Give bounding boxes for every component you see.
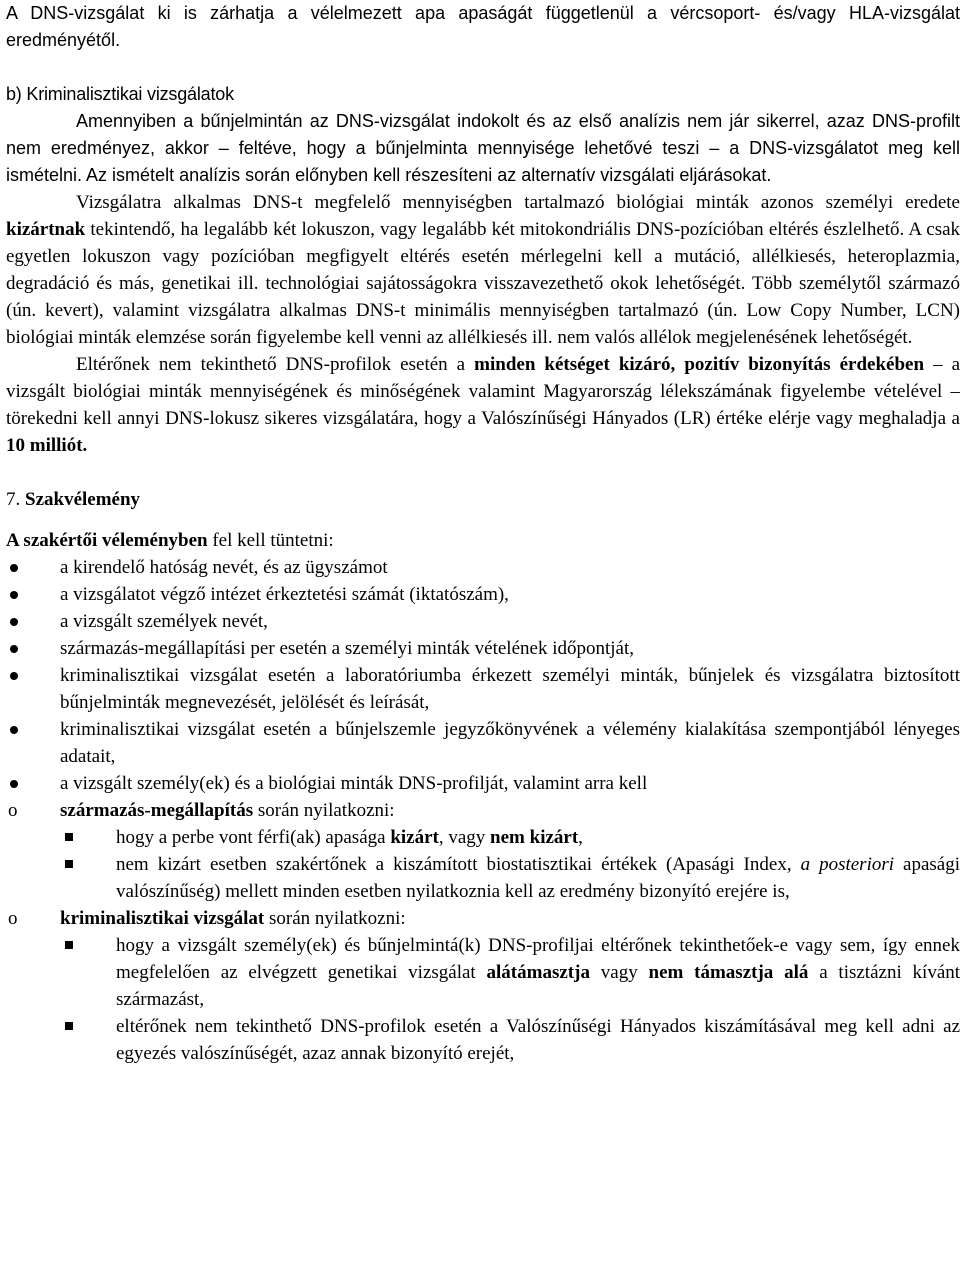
opinion-intro-rest: fel kell tüntetni: — [212, 530, 334, 551]
italic-text: a posteriori — [800, 854, 895, 875]
text: eltérőnek nem tekinthető DNS-profilok esetén a Valószínűségi Hányados kiszámításával meg kell adni az egyezés valószínűségét, azaz annak bizonyító erejét, — [116, 1016, 960, 1064]
square-bullet-icon — [65, 860, 73, 868]
bullet-dot-icon — [10, 618, 18, 626]
sublist-item-bold: kriminalisztikai vizsgálat — [60, 908, 265, 929]
document-page — [6, 0, 960, 1067]
sub-sublist-item — [60, 824, 960, 851]
list-item — [6, 554, 960, 581]
spacer — [6, 459, 960, 486]
text: vagy — [600, 962, 638, 983]
list-item-text: a vizsgálatot végző intézet érkeztetési számát (iktatószám), — [60, 584, 509, 605]
paragraph-repeat-analysis-text: Amennyiben a bűnjelmintán az DNS-vizsgálat indokolt és az első analízis nem jár sikerrel, azaz DNS-profilt nem eredményez, akkor – feltéve, hogy a bűnjelminta mennyisége lehetővé teszi – a DNS-vizsgálatot meg kell ismételni. — [6, 111, 960, 185]
bullet-dot-icon — [10, 591, 18, 599]
sub-sublist — [60, 932, 960, 1067]
list-item-text: kriminalisztikai vizsgálat esetén a bűnjelszemle jegyzőkönyvének a vélemény kialakítása szempontjából lényeges adatait, — [60, 719, 960, 767]
bold-text: alátámasztja — [486, 962, 590, 983]
text: nem kizárt esetben szakértőnek a kiszámított biostatisztikai értékek (Apasági Index, — [116, 854, 792, 875]
list-item — [6, 662, 960, 716]
section-7-number: 7. — [6, 489, 21, 510]
paragraph-dns-exclusion: A DNS-vizsgálat ki is zárhatja a vélelmezett apa apaságát függetlenül a vércsoport- és/vagy HLA-vizsgálat eredményétől. — [6, 3, 960, 50]
bullet-dot-icon — [10, 672, 18, 680]
proof-text-c: – a vizsgált biológiai minták mennyiségének és minőségének valamint Magyarország lélekszámának figyelembe vételével – törekedni kell annyi DNS-lokusz sikeres vizsgálatára, hogy a Valószínűségi Hányados (LR) értéke elérje vagy meghaladja a — [6, 354, 960, 429]
sub-sublist — [60, 824, 960, 905]
paragraph-repeat-analysis — [6, 108, 960, 189]
list-item — [6, 581, 960, 608]
sub-sublist-item — [60, 851, 960, 905]
text: hogy a perbe vont férfi(ak) apasága — [116, 827, 386, 848]
paragraph-alternative-methods-text: Az ismételt analízis során előnyben kell részesíteni az alternatív vizsgálati eljárásokat. — [86, 165, 772, 185]
proof-threshold: 10 milliót. — [6, 435, 88, 456]
proof-bold-phrase: minden kétséget kizáró, pozitív bizonyítás érdekében — [474, 354, 925, 375]
text: , vagy — [438, 827, 486, 848]
circle-bullet-icon: o — [8, 800, 18, 821]
list-item — [6, 608, 960, 635]
bullet-dot-icon — [10, 780, 18, 788]
proof-text-a: Eltérőnek nem tekinthető DNS-profilok esetén a — [76, 354, 466, 375]
sub-sublist-item — [60, 1013, 960, 1067]
spacer — [6, 54, 960, 81]
circle-bullet-icon: o — [8, 908, 18, 929]
list-item-text: a vizsgált személy(ek) és a biológiai minták DNS-profilját, valamint arra kell — [60, 773, 648, 794]
square-bullet-icon — [65, 833, 73, 841]
exclusion-text-d: A csak egyetlen lokuszon vagy pozícióban megfigyelt eltérés esetén mérlegelni kell a mutáció, allélkiesés, heteroplazmia, degradáció és más, genetikai ill. technológiai sajátosságokra visszavezethető okok lehetőségét. Több személytől származó (ún. kevert), valamint vizsgálatra alkalmas DNS-t minimális mennyiségben tartalmazó (ún. Low Copy Number, LCN) biológiai minták elemzése során figyelembe kell venni az allélkiesés ill. nem valós allélok megjelenésének lehetőségét. — [6, 219, 960, 348]
text: hogy a vizsgált személy(ek) és bűnjelmintá(k) DNS-profiljai eltérőnek tekinthetőek-e vagy sem, így ennek megfelelően az elvégzett genetikai vizsgálat — [116, 935, 960, 983]
bold-text: kizárt — [390, 827, 439, 848]
opinion-contents-list — [6, 554, 960, 1067]
sublist — [6, 797, 960, 1067]
bullet-dot-icon — [10, 726, 18, 734]
text: , — [578, 827, 583, 848]
sublist-item-bold: származás-megállapítás — [60, 800, 254, 821]
exclusion-text-c: tekintendő, ha legalább két lokuszon, vagy legalább két mitokondriális DNS-pozícióban eltérés észlelhető. — [90, 219, 905, 240]
opinion-intro-bold: A szakértői véleményben — [6, 530, 208, 551]
section-b-heading — [6, 81, 960, 108]
sublist-item-criminalistic — [6, 905, 960, 1067]
bold-text: nem kizárt — [490, 827, 579, 848]
exclusion-text-a: Vizsgálatra alkalmas DNS-t megfelelő mennyiségben tartalmazó biológiai minták azonos személyi eredete — [76, 192, 960, 213]
text: a tisztázni kívánt származást, — [116, 962, 960, 1010]
list-item — [6, 716, 960, 770]
section-7-title: Szakvélemény — [25, 489, 141, 510]
section-7-heading — [6, 486, 960, 513]
list-item-text: a kirendelő hatóság nevét, és az ügyszámot — [60, 557, 388, 578]
text: apasági valószínűség) mellett minden esetben nyilatkoznia kell az eredmény bizonyító erejére is, — [116, 854, 960, 902]
sublist-item-rest: során nyilatkozni: — [257, 800, 395, 821]
opinion-intro — [6, 527, 960, 554]
sub-sublist-item — [60, 932, 960, 1013]
list-item — [6, 770, 960, 1067]
bullet-dot-icon — [10, 564, 18, 572]
list-item — [6, 635, 960, 662]
list-item-text: származás-megállapítási per esetén a személyi minták vételének időpontját, — [60, 638, 634, 659]
list-item-text: a vizsgált személyek nevét, — [60, 611, 268, 632]
square-bullet-icon — [65, 1022, 73, 1030]
square-bullet-icon — [65, 941, 73, 949]
sublist-item-parentage — [6, 797, 960, 905]
paragraph-positive-proof — [6, 351, 960, 459]
exclusion-bold-term: kizártnak — [6, 219, 86, 240]
spacer — [6, 513, 960, 527]
paragraph-exclusion-criteria — [6, 189, 960, 351]
sublist-item-rest: során nyilatkozni: — [269, 908, 406, 929]
bold-text: nem támasztja alá — [648, 962, 809, 983]
list-item-text: kriminalisztikai vizsgálat esetén a laboratóriumba érkezett személyi minták, bűnjelek és vizsgálatra biztosított bűnjelminták megnevezését, jelölését és leírását, — [60, 665, 960, 713]
bullet-dot-icon — [10, 645, 18, 653]
section-b-heading-text: b) Kriminalisztikai vizsgálatok — [6, 84, 234, 104]
